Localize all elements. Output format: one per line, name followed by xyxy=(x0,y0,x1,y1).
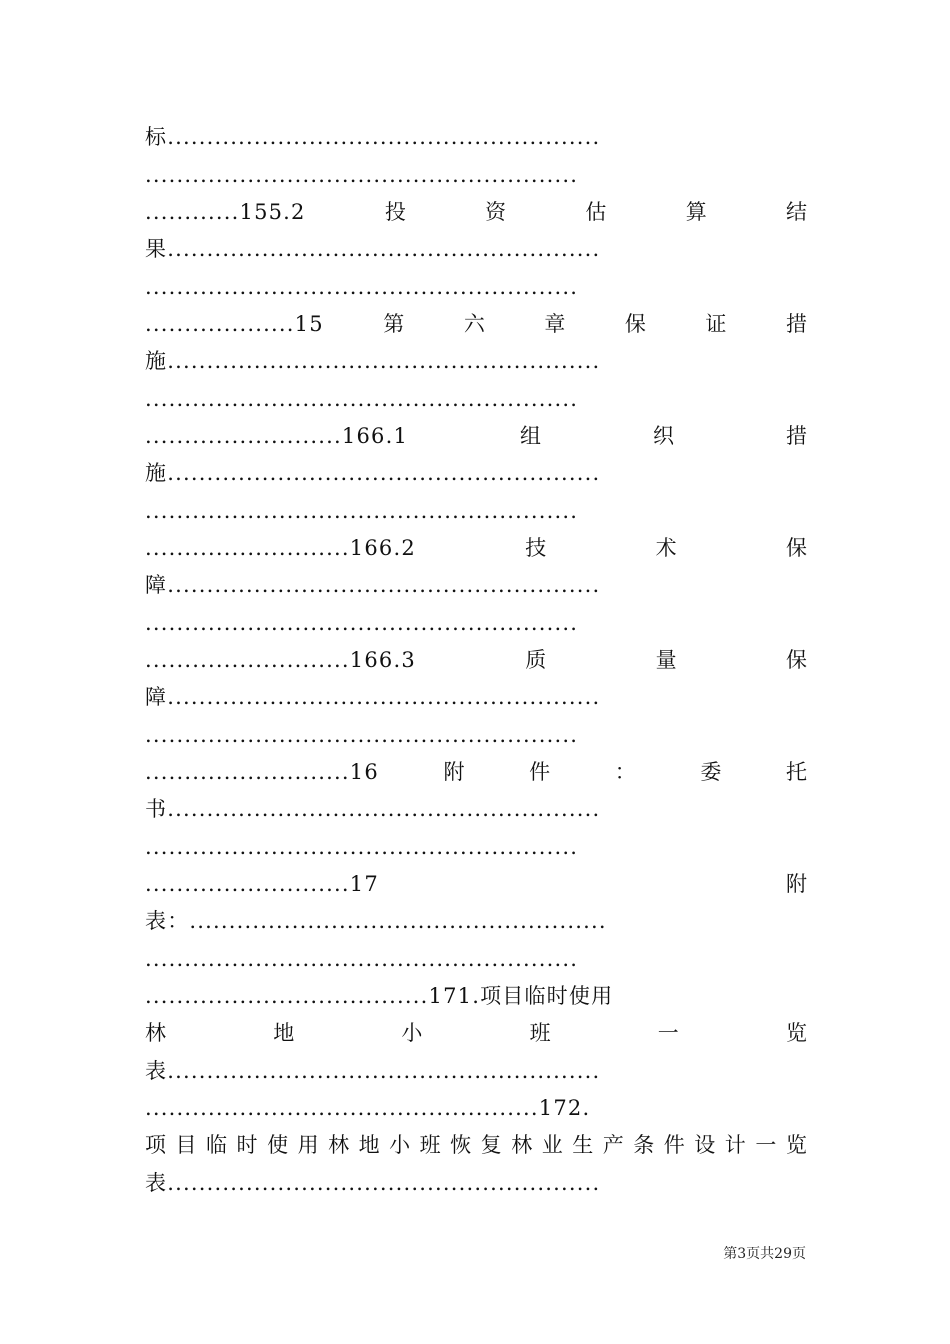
toc-line xyxy=(145,944,807,974)
toc-text: ....................................................... xyxy=(145,835,579,859)
toc-line xyxy=(145,496,807,526)
toc-line xyxy=(145,1168,807,1198)
toc-text: ..........................166.3 xyxy=(145,648,416,672)
toc-char: 术 xyxy=(655,536,677,560)
toc-char: 措 xyxy=(785,312,807,336)
toc-char: 章 xyxy=(544,312,566,336)
toc-text: 表....................................................... xyxy=(145,1059,601,1083)
toc-line xyxy=(145,421,807,451)
toc-line xyxy=(145,794,807,824)
toc-text: 书....................................................... xyxy=(145,797,601,821)
toc-text: 障....................................................... xyxy=(145,573,601,597)
page-number: 第3页共29页 xyxy=(723,1246,806,1262)
toc-char: 地 xyxy=(358,1133,380,1157)
toc-char: 六 xyxy=(463,312,485,336)
toc-char: 班 xyxy=(419,1133,441,1157)
toc-line xyxy=(145,570,807,600)
toc-char: 措 xyxy=(785,424,807,448)
toc-char: 览 xyxy=(785,1133,807,1157)
toc-char: 保 xyxy=(785,648,807,672)
toc-line xyxy=(145,757,807,787)
toc-char: 保 xyxy=(624,312,646,336)
toc-char: 附 xyxy=(443,760,465,784)
toc-char: 量 xyxy=(655,648,677,672)
toc-text: ....................................................... xyxy=(145,611,579,635)
toc-char: ： xyxy=(614,760,636,784)
toc-line xyxy=(145,1130,807,1160)
toc-char: 项 xyxy=(145,1133,166,1157)
toc-char: 班 xyxy=(529,1021,551,1045)
toc-line xyxy=(145,346,807,376)
toc-line xyxy=(145,122,807,152)
toc-char: 证 xyxy=(705,312,727,336)
toc-char: 时 xyxy=(236,1133,258,1157)
toc-char: 件 xyxy=(529,760,551,784)
toc-char: 条 xyxy=(633,1133,655,1157)
toc-line xyxy=(145,682,807,712)
toc-line xyxy=(145,533,807,563)
toc-char: 托 xyxy=(785,760,807,784)
toc-char: 使 xyxy=(267,1133,289,1157)
toc-text: ..........................16 xyxy=(145,760,379,784)
toc-char: 产 xyxy=(602,1133,624,1157)
toc-text: ...................15 xyxy=(145,312,324,336)
toc-line xyxy=(145,906,807,936)
toc-char: 计 xyxy=(724,1133,746,1157)
toc-text: 施....................................................... xyxy=(145,349,601,373)
toc-char: 用 xyxy=(297,1133,319,1157)
toc-char: 复 xyxy=(480,1133,502,1157)
toc-line xyxy=(145,309,807,339)
toc-text: ..................................................172. xyxy=(145,1096,591,1120)
toc-line xyxy=(145,832,807,862)
toc-char: 林 xyxy=(511,1133,533,1157)
toc-text: 果....................................................... xyxy=(145,237,601,261)
toc-char: 地 xyxy=(273,1021,295,1045)
toc-text: ....................................................... xyxy=(145,163,579,187)
toc-text: ............155.2 xyxy=(145,200,306,224)
toc-char: 第 xyxy=(383,312,405,336)
toc-text: 施....................................................... xyxy=(145,461,601,485)
toc-char: 技 xyxy=(525,536,547,560)
toc-line xyxy=(145,272,807,302)
toc-line xyxy=(145,608,807,638)
toc-char: 小 xyxy=(389,1133,411,1157)
toc-line xyxy=(145,645,807,675)
toc-text: ..........................17 xyxy=(145,872,379,896)
toc-char: 组 xyxy=(520,424,541,448)
toc-char: 保 xyxy=(785,536,807,560)
toc-char: 质 xyxy=(525,648,547,672)
toc-char: 目 xyxy=(175,1133,197,1157)
toc-line xyxy=(145,1018,807,1048)
toc-text: 障....................................................... xyxy=(145,685,601,709)
toc-char: 附 xyxy=(786,872,807,896)
toc-char: 结 xyxy=(785,200,807,224)
toc-char: 织 xyxy=(652,424,674,448)
toc-text: 表：..................................................... xyxy=(145,909,607,933)
toc-text: ....................................................... xyxy=(145,723,579,747)
toc-char: 投 xyxy=(384,200,406,224)
toc-line xyxy=(145,160,807,190)
toc-line xyxy=(145,720,807,750)
toc-line xyxy=(145,1056,807,1086)
toc-line xyxy=(145,384,807,414)
toc-line xyxy=(145,197,807,227)
toc-char: 览 xyxy=(785,1021,807,1045)
toc-char: 设 xyxy=(694,1133,716,1157)
toc-char: 林 xyxy=(145,1021,166,1045)
toc-char: 林 xyxy=(328,1133,350,1157)
toc-char: 临 xyxy=(206,1133,228,1157)
toc-text: .........................166.1 xyxy=(145,424,409,448)
toc-char: 资 xyxy=(485,200,507,224)
toc-char: 小 xyxy=(401,1021,423,1045)
toc-char: 恢 xyxy=(450,1133,472,1157)
toc-char: 业 xyxy=(541,1133,563,1157)
toc-text: 表....................................................... xyxy=(145,1171,601,1195)
toc-char: 算 xyxy=(685,200,707,224)
toc-text: ....................................................... xyxy=(145,947,579,971)
toc-line xyxy=(145,1093,807,1123)
toc-text: 标....................................................... xyxy=(145,125,601,149)
toc-line xyxy=(145,234,807,264)
toc-char: 委 xyxy=(700,760,722,784)
toc-text: ....................................................... xyxy=(145,499,579,523)
toc-line xyxy=(145,869,807,899)
toc-line xyxy=(145,981,807,1011)
toc-char: 生 xyxy=(572,1133,594,1157)
toc-line xyxy=(145,458,807,488)
toc-char: 估 xyxy=(585,200,607,224)
toc-text: ..........................166.2 xyxy=(145,536,416,560)
toc-text: ....................................171.项目临时使用 xyxy=(145,984,614,1008)
toc-char: 件 xyxy=(663,1133,685,1157)
toc-text: ....................................................... xyxy=(145,275,579,299)
toc-char: 一 xyxy=(755,1133,777,1157)
toc-char: 一 xyxy=(657,1021,679,1045)
toc-text: ....................................................... xyxy=(145,387,579,411)
